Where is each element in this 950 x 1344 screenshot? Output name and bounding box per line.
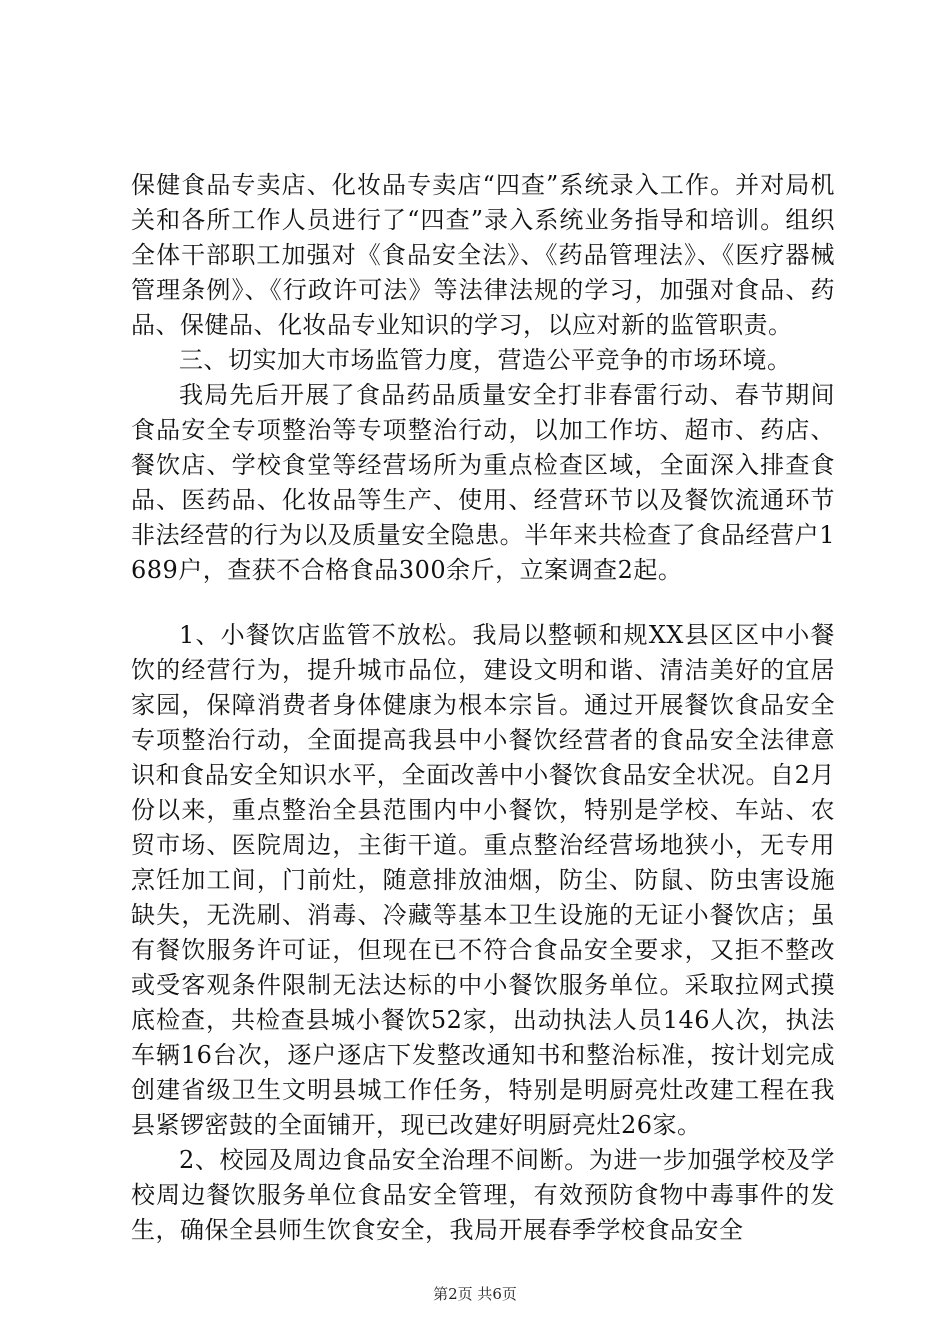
paragraph-small-restaurants: 1、小餐饮店监管不放松。我局以整顿和规XX县区区中小餐饮的经营行为，提升城市品位，建设文明和谐、清洁美好的宜居家园，保障消费者身体健康为根本宗旨。通过开展餐饮食品安全专项整治行动，全面提高我县中小餐饮经营者的食品安全法律意识和食品安全知识水平，全面改善中小餐饮食品安全状况。自2月份以来，重点整治全县范围内中小餐饮，特别是学校、车站、农贸市场、医院周边，主街干道。重点整治经营场地狭小，无专用烹饪加工间，门前灶，随意排放油烟，防尘、防鼠、防虫害设施缺失，无洗刷、消毒、冷藏等基本卫生设施的无证小餐饮店；虽有餐饮服务许可证，但现在已不符合食品安全要求，又拒不整改或受客观条件限制无法达标的中小餐饮服务单位。采取拉网式摸底检查，共检查县城小餐饮52家，出动执法人员146人次，执法车辆16台次，逐户逐店下发整改通知书和整治标准，按计划完成创建省级卫生文明县城工作任务，特别是明厨亮灶改建工程在我县紧锣密鼓的全面铺开，现已改建好明厨亮灶26家。 xyxy=(131,621,835,1139)
paragraph-special-campaigns: 我局先后开展了食品药品质量安全打非春雷行动、春节期间食品安全专项整治等专项整治行动，以加工作坊、超市、药店、餐饮店、学校食堂等经营场所为重点检查区域，全面深入排查食品、医药品、化妆品等生产、使用、经营环节以及餐饮流通环节非法经营的行为以及质量安全隐患。半年来共检查了食品经营户1689户，查获不合格食品300余斤，立案调查2起。 xyxy=(131,381,835,584)
section-heading-market-supervision: 三、切实加大市场监管力度，营造公平竞争的市场环境。 xyxy=(179,346,792,374)
paragraph-spacer xyxy=(131,588,835,618)
paragraph-training: 保健食品专卖店、化妆品专卖店“四查”系统录入工作。并对局机关和各所工作人员进行了“四查”录入系统业务指导和培训。组织全体干部职工加强对《食品安全法》、《药品管理法》、《医疗器械管理条例》、《行政许可法》等法律法规的学习，加强对食品、药品、保健品、化妆品专业知识的学习，以应对新的监管职责。 xyxy=(131,171,835,339)
document-body xyxy=(131,168,835,1248)
page-number-footer: 第2页 共6页 xyxy=(433,1285,517,1303)
paragraph-campus-food-safety: 2、校园及周边食品安全治理不间断。为进一步加强学校及学校周边餐饮服务单位食品安全管理，有效预防食物中毒事件的发生，确保全县师生饮食安全，我局开展春季学校食品安全 xyxy=(131,1146,835,1244)
